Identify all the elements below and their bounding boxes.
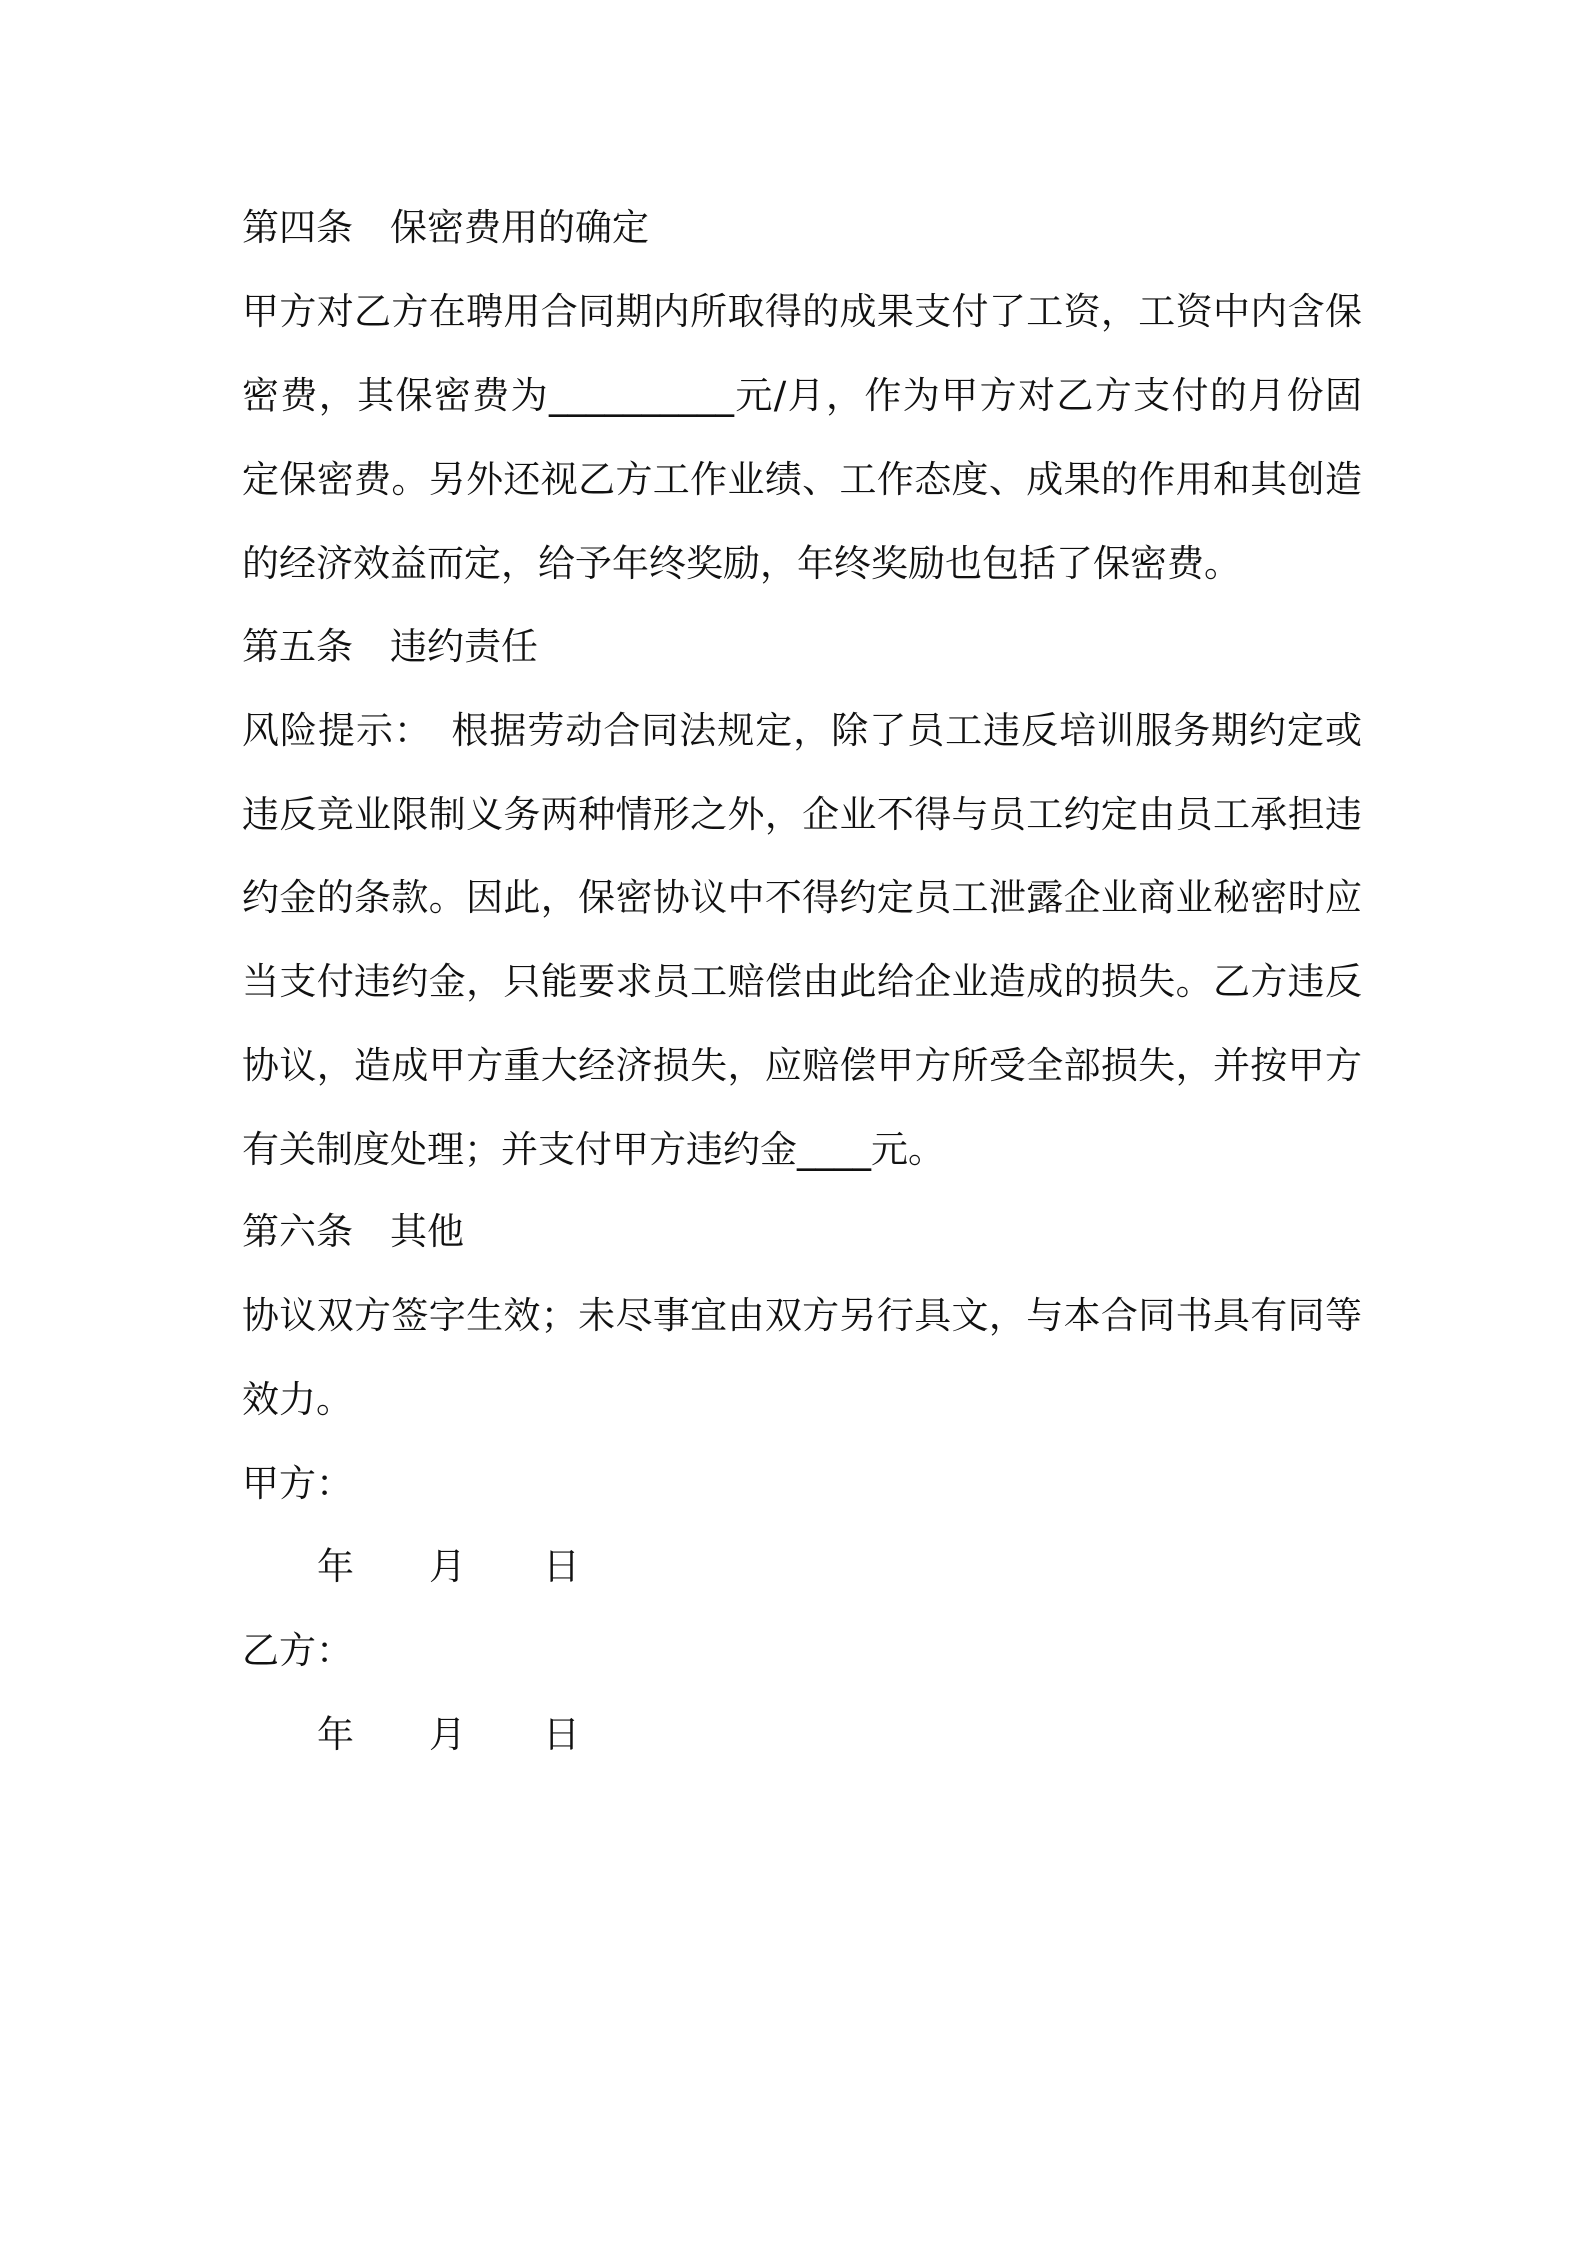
article-4-heading: 第四条 保密费用的确定 <box>242 206 649 249</box>
article-5-heading: 第五条 违约责任 <box>242 625 538 668</box>
article-4-line-3: 定保密费。另外还视乙方工作业绩、工作态度、成果的作用和其创造 <box>242 458 1362 501</box>
article-5-line-3: 约金的条款。因此，保密协议中不得约定员工泄露企业商业秘密时应 <box>242 876 1362 919</box>
party-a-day: 日 <box>543 1545 580 1588</box>
article-4-line-4: 的经济效益而定，给予年终奖励，年终奖励也包括了保密费。 <box>242 542 1241 585</box>
party-b-label: 乙方： <box>242 1629 353 1672</box>
article-5-line-5: 协议，造成甲方重大经济损失，应赔偿甲方所受全部损失，并按甲方 <box>242 1044 1362 1087</box>
article-5-line-4: 当支付违约金，只能要求员工赔偿由此给企业造成的损失。乙方违反 <box>242 960 1362 1003</box>
article-4-line-1: 甲方对乙方在聘用合同期内所取得的成果支付了工资，工资中内含保 <box>242 290 1362 333</box>
party-b-year: 年 <box>317 1713 354 1756</box>
article-5-line-6: 有关制度处理；并支付甲方违约金____元。 <box>242 1128 945 1171</box>
article-6-line-1: 协议双方签字生效；未尽事宜由双方另行具文，与本合同书具有同等 <box>242 1294 1362 1337</box>
article-5-line-2: 违反竞业限制义务两种情形之外，企业不得与员工约定由员工承担违 <box>242 793 1362 836</box>
party-b-month: 月 <box>429 1713 466 1756</box>
party-b-day: 日 <box>543 1713 580 1756</box>
party-a-month: 月 <box>429 1545 466 1588</box>
article-4-line-2: 密费，其保密费为__________元/月，作为甲方对乙方支付的月份固 <box>242 374 1362 417</box>
article-6-heading: 第六条 其他 <box>242 1210 464 1253</box>
party-a-year: 年 <box>317 1545 354 1588</box>
party-a-label: 甲方： <box>242 1462 353 1505</box>
article-6-line-2: 效力。 <box>242 1378 353 1421</box>
article-5-line-1: 风险提示： 根据劳动合同法规定，除了员工违反培训服务期约定或 <box>242 709 1362 752</box>
